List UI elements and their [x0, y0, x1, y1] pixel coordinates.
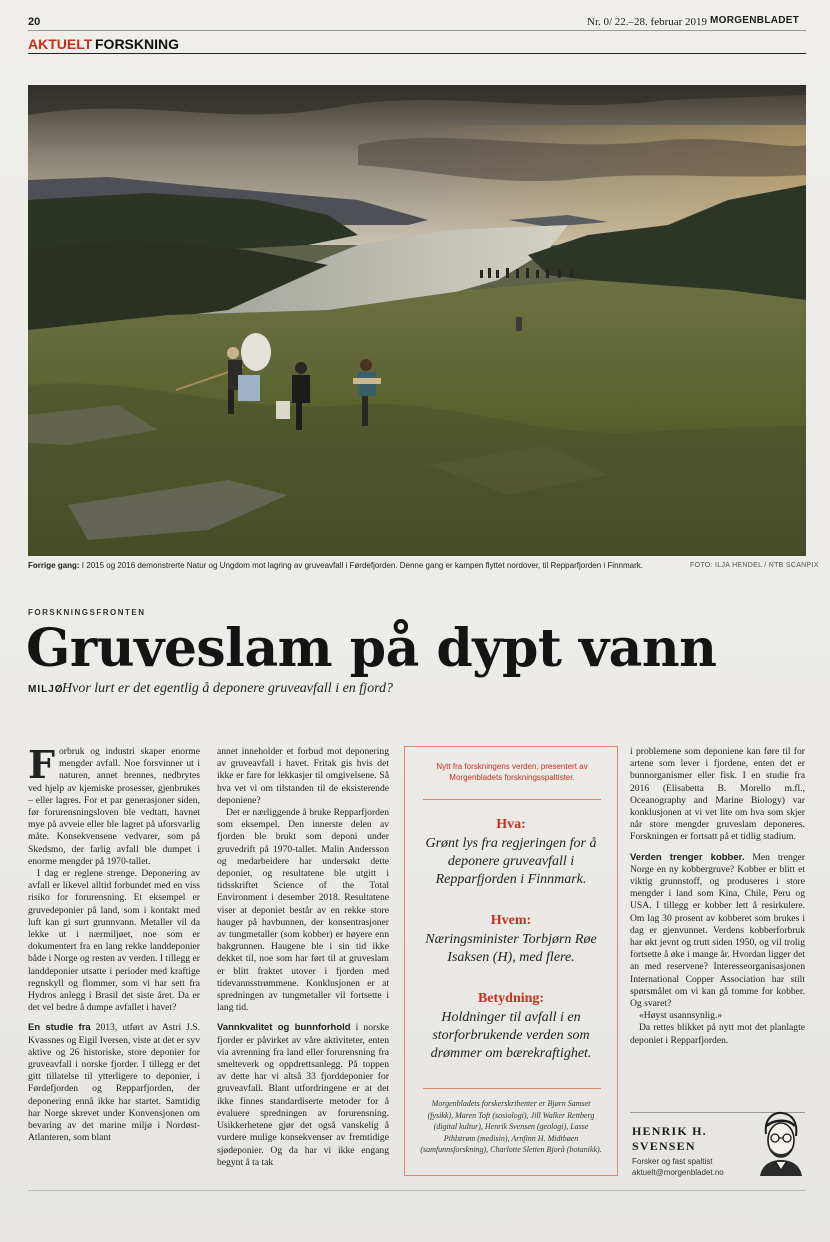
paragraph: i norske fjorder er påvirket av våre aktiviteter, enten via avrenning fra land eller forurensning fra smelteverk og oppdrettsanlegg. På toppen av dette har vi altså 33 fjorddeponier for gruveavfall. Blant utfordringene er at det ikke finnes standardiserte metoder for å evaluere spredningen av forurensning. Usikkerhetene gjør det også vanskelig å vurdere mulige konsekvenser av fremtidige sjødeponier. Og da har vi ikke engang begynt å ta tak	[217, 1022, 390, 1168]
fact-box-footer: Morgenbladets forskerskribenter er Bjørn Samset (fysikk), Maren Toft (sosiologi), Jill Walker Rettberg (digital kultur), Henrik Svensen (geologi), Lasse Pihlstrøm (medisin), Arnfinn H. Midtbøen (samfunnsforskning), Charlotte Sletten Bjorå (botanikk).	[420, 1099, 602, 1154]
topic-label: MILJØ	[28, 684, 64, 695]
photo-credit: FOTO: ILJA HENDEL / NTB SCANPIX	[690, 562, 819, 569]
paragraph: Det er nærliggende å bruke Repparfjorden som eksempel. Den innerste delen av fjorden ble brukt som deponi under gruvedrift på 1970-tallet. Malin Andersson og medarbeidere har undersøkt dette deponiet, og resultatene ble utgitt i tidsskriftet Science of the Total Environment i desember 2018. Resultatene viser at deponiet består av en rekke store hauger på havbunnen, der konsentrasjoner av tungmetaller (som kobber) er høyere enn bakgrunnen. Haugene ble i sin tid ikke dekket til, noe som har ført til at gruveslam er blitt fraktet utover i fjorden med tidevannsstrømmene. Konklusjonen er at spredningen av tungmetaller vil fortsette i lang tid.	[217, 807, 389, 1014]
fact-box-heading-what: Hva:	[496, 817, 526, 832]
paragraph: «Høyst usannsynlig.»	[639, 1010, 723, 1022]
drop-cap: F	[28, 742, 55, 787]
author-name	[632, 1124, 707, 1154]
author-role: Forsker og fast spaltist	[632, 1157, 713, 1166]
article-column-2	[217, 746, 389, 1169]
caption-text: I 2015 og 2016 demonstrerte Natur og Ungdom mot lagring av gruveavfall i Førdefjorden. Denne gang er kampen flyttet nordover, til Repparfjorden i Finnmark.	[81, 561, 643, 570]
paragraph: orbruk og industri skaper enorme mengder avfall. Noe forsvinner ut i naturen, annet brennes, nedbrytes ved hjelp av kjemiske prosesser, gjenbrukes – eller lagres. For et par generasjoner siden, før forurensningsloven ble vedtatt, havnet mye på avveie eller ble lagret på uforsvarlig måte. Konsekvensene vedvarer, som på Skedsmo, der farlig avfall ble dumpet i enorme mengder på 1970-tallet.	[28, 746, 200, 867]
fact-box-intro: Nytt fra forskningens verden, presentert av Morgenbladets forskningsspaltister.	[436, 762, 588, 782]
photo-caption	[28, 561, 648, 570]
article-column-3	[630, 746, 805, 1047]
newspaper-logo: MORGENBLADET	[710, 15, 800, 26]
kicker: FORSKNINGSFRONTEN	[28, 608, 146, 617]
section-divider	[28, 53, 806, 54]
page-bottom-divider	[28, 1190, 806, 1191]
headline: Gruveslam på dypt vann	[26, 618, 717, 679]
section-label: AKTUELT	[28, 36, 93, 52]
paragraph: Da rettes blikket på nytt mot det planlagte deponiet i Repparfjorden.	[630, 1022, 805, 1046]
subheading: Vannkvalitet og bunnforhold	[217, 1022, 351, 1034]
caption-label: Forrige gang:	[28, 561, 80, 570]
subsection-label: FORSKNING	[95, 36, 179, 52]
issue-date: Nr. 0/ 22.–28. februar 2019	[587, 16, 708, 28]
fjord-landscape-image	[28, 85, 806, 556]
paragraph: 2013, utført av Astri J.S. Kvassnes og Eigil Iversen, viste at det er syv aktive og 26 historiske, store deponier for gruveavfall i norske fjorder. I tillegg er det gitt tillatelse til ytterligere to deponier, i Førdefjorden og Repparfjorden, der deponering ennå ikke har startet. Samtidig har Norge skrevet under Konvensjonen om bevaring av det marine miljø i Nordøst-Atlanteren, som blant	[28, 1022, 200, 1144]
author-portrait-illustration	[752, 1108, 808, 1176]
header-divider	[28, 30, 806, 31]
paragraph: Men trenger Norge en ny kobbergruve? Kobber er blitt et viktig grunnstoff, og produseres i store mengder i land som Kina, Chile, Peru og USA. I tillegg er kobber lett å resirkulere. Om lag 30 prosent av kobberet som brukes i dag er gjenvunnet. Verdens kobberforbruk har økt jevnt og trutt siden 1950, og vil trolig fortsette å øke i mange år. Hvordan ligger det an med reservene? Interesseorganisasjonen International Copper Association har stilt spørsmålet om vi kan gå tomme for kobber. Og svaret?	[630, 851, 805, 1010]
subheading: Verden trenger kobber.	[630, 851, 745, 863]
fact-box-text-who: Næringsminister Torbjørn Røe Isaksen (H), med flere.	[425, 932, 597, 965]
fact-box-text-significance: Holdninger til avfall i en storforbrukende verden som drømmer om bærekraftighet.	[430, 1010, 592, 1061]
paragraph: annet inneholder et forbud mot deponering av gruveavfall i havet. Fritak gis hvis det ikke er fare for lekkasjer til omgivelsene. Så hva vet vi om tilstanden til de eksisterende deponiene?	[217, 746, 389, 806]
paragraph: i problemene som deponiene kan føre til for artene som lever i fjordene, enten det er bunnorganismer eller fisk. I en studie fra 2016 (Elisabetta B. Morello m.fl., Oceanography and Marine Biology) var konklusjonen at vi vet lite om hva som skjer når store mengder gruveslam deponeres. Forskningen er fortsatt på et tidlig stadium.	[630, 746, 805, 843]
lead-photo	[28, 85, 806, 556]
fact-box-divider	[423, 1088, 601, 1089]
fact-box-divider	[423, 799, 601, 800]
fact-box	[404, 746, 618, 1176]
page-number: 20	[28, 16, 41, 28]
author-name-line: SVENSEN	[632, 1139, 696, 1153]
fact-box-heading-who: Hvem:	[490, 913, 532, 928]
author-email: aktuelt@morgenbladet.no	[632, 1168, 724, 1177]
subheading: En studie fra	[28, 1022, 91, 1034]
fact-box-text-what: Grønt lys fra regjeringen for å deponere gruveavfall i Repparfjorden i Finnmark.	[425, 836, 597, 887]
fact-box-heading-significance: Betydning:	[477, 991, 545, 1006]
article-column-1	[28, 742, 200, 1145]
standfirst: Hvor lurt er det egentlig å deponere gruveavfall i en fjord?	[62, 681, 394, 696]
author-info	[632, 1156, 724, 1178]
paragraph: I dag er reglene strenge. Deponering av avfall er likevel alltid forbundet med en viss risiko for forurensning. Et eksempel er gruvedeponier på land, som i kontakt med luft kan gi surt grunnvann. Metaller vil da lekke ut i nærmiljøet, noe som er dokumentert fra en lang rekke landdeponier både i Norge og resten av verden. I tillegg er landdeponier utsatte i perioder med kraftige regnskyll og flommer, som vi har sett fra Hydros anlegg i Brasil det siste året. Da er det vel bedre å dumpe avfallet i havet?	[28, 868, 200, 1014]
author-name-line: HENRIK H.	[632, 1124, 707, 1138]
